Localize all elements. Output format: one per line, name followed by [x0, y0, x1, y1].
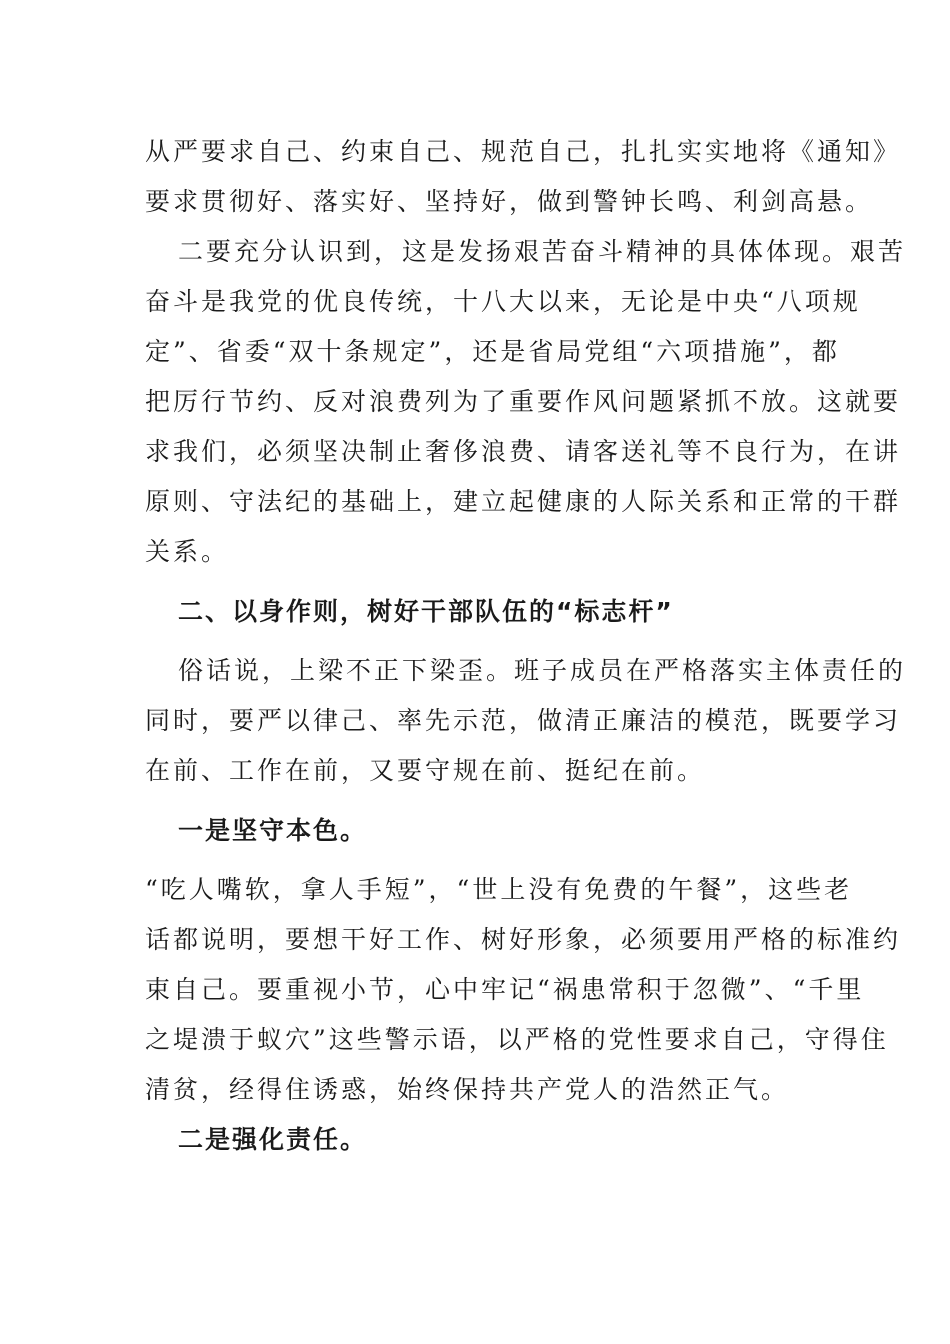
paragraph-line: 求我们，必须坚决制止奢侈浪费、请客送礼等不良行为，在讲 — [145, 437, 902, 466]
paragraph-line: 从严要求自己、约束自己、规范自己，扎扎实实地将《通知》 — [145, 137, 902, 166]
sub-heading: 二是强化责任。 — [178, 1125, 368, 1154]
paragraph-line: 同时，要严以律己、率先示范，做清正廉洁的模范，既要学习 — [145, 706, 902, 735]
paragraph-line: 把厉行节约、反对浪费列为了重要作风问题紧抓不放。这就要 — [145, 387, 902, 416]
paragraph-line: 定”、省委“双十条规定”，还是省局党组“六项措施”，都 — [145, 337, 840, 366]
sub-heading: 一是坚守本色。 — [178, 816, 368, 845]
paragraph-line: 奋斗是我党的优良传统，十八大以来，无论是中央“八项规 — [145, 287, 861, 316]
paragraph-line: 在前、工作在前，又要守规在前、挺纪在前。 — [145, 756, 706, 785]
paragraph-line: “吃人嘴软，拿人手短”，“世上没有免费的午餐”，这些老 — [145, 875, 853, 904]
paragraph-line: 话都说明，要想干好工作、树好形象，必须要用严格的标准约 — [145, 925, 902, 954]
paragraph-line: 清贫，经得住诱惑，始终保持共产党人的浩然正气。 — [145, 1075, 790, 1104]
paragraph-line: 束自己。要重视小节，心中牢记“祸患常积于忽微”、“千里 — [145, 975, 865, 1004]
paragraph-line: 之堤溃于蚁穴”这些警示语，以严格的党性要求自己，守得住 — [145, 1025, 889, 1054]
paragraph-line: 俗话说，上梁不正下梁歪。班子成员在严格落实主体责任的 — [178, 656, 907, 685]
paragraph-line: 二要充分认识到，这是发扬艰苦奋斗精神的具体体现。艰苦 — [178, 237, 907, 266]
paragraph-line: 原则、守法纪的基础上，建立起健康的人际关系和正常的干群 — [145, 487, 902, 516]
paragraph-line: 要求贯彻好、落实好、坚持好，做到警钟长鸣、利剑高悬。 — [145, 187, 874, 216]
paragraph-line: 关系。 — [145, 537, 230, 566]
section-heading: 二、以身作则，树好干部队伍的“标志杆” — [178, 597, 674, 626]
